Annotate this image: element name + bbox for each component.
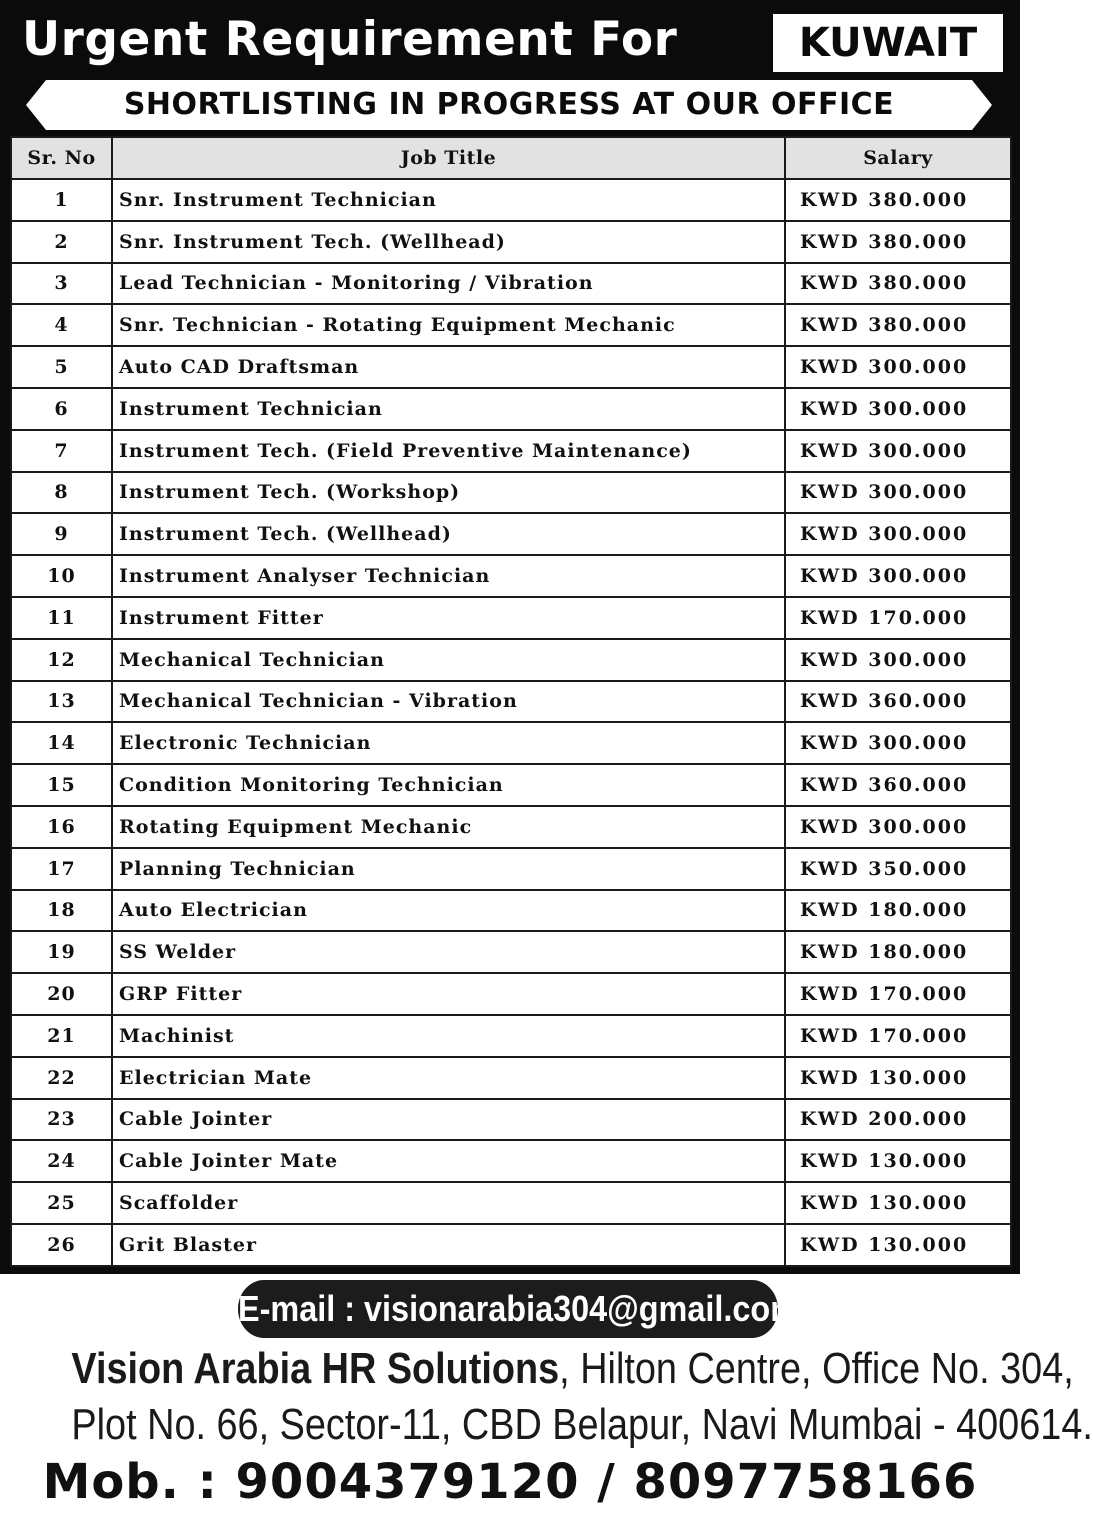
sr-no-cell: 13: [11, 681, 112, 723]
headline: Urgent Requirement For: [22, 12, 678, 67]
job-title-cell: Electronic Technician: [112, 722, 785, 764]
sr-no-cell: 9: [11, 513, 112, 555]
job-title-cell: Planning Technician: [112, 848, 785, 890]
job-title-cell: Auto Electrician: [112, 890, 785, 932]
table-row: [11, 1224, 1011, 1266]
banner-left-notch: [26, 80, 46, 130]
sr-no-cell: 16: [11, 806, 112, 848]
sr-no-cell: 4: [11, 304, 112, 346]
table-row: [11, 764, 1011, 806]
table-row: [11, 973, 1011, 1015]
job-title-cell: Electrician Mate: [112, 1057, 785, 1099]
job-table: [10, 136, 1012, 1267]
sr-no-cell: 5: [11, 346, 112, 388]
table-row: [11, 639, 1011, 681]
salary-cell: KWD 130.000: [785, 1140, 1011, 1182]
table-row: [11, 388, 1011, 430]
footer-divider: [0, 1268, 1020, 1274]
header: [0, 0, 1020, 134]
table-row: [11, 221, 1011, 263]
shortlisting-banner: SHORTLISTING IN PROGRESS AT OUR OFFICE: [46, 80, 972, 130]
table-row: [11, 304, 1011, 346]
table-row: [11, 555, 1011, 597]
salary-cell: KWD 170.000: [785, 597, 1011, 639]
salary-cell: KWD 300.000: [785, 555, 1011, 597]
sr-no-cell: 24: [11, 1140, 112, 1182]
job-title-cell: SS Welder: [112, 931, 785, 973]
banner-right-notch: [972, 80, 992, 130]
salary-cell: KWD 350.000: [785, 848, 1011, 890]
sr-no-cell: 21: [11, 1015, 112, 1057]
job-title-cell: Snr. Technician - Rotating Equipment Mechanic: [112, 304, 785, 346]
sr-no-cell: 26: [11, 1224, 112, 1266]
job-title-cell: Machinist: [112, 1015, 785, 1057]
salary-cell: KWD 380.000: [785, 304, 1011, 346]
sr-no-cell: 19: [11, 931, 112, 973]
table-row: [11, 1057, 1011, 1099]
salary-cell: KWD 300.000: [785, 388, 1011, 430]
table-row: [11, 931, 1011, 973]
table-row: [11, 179, 1011, 221]
table-row: [11, 1182, 1011, 1224]
salary-cell: KWD 130.000: [785, 1182, 1011, 1224]
table-row: [11, 1099, 1011, 1141]
sr-no-cell: 20: [11, 973, 112, 1015]
job-title-cell: Cable Jointer Mate: [112, 1140, 785, 1182]
salary-cell: KWD 380.000: [785, 221, 1011, 263]
salary-cell: KWD 380.000: [785, 179, 1011, 221]
salary-cell: KWD 300.000: [785, 639, 1011, 681]
table-row: [11, 806, 1011, 848]
job-title-cell: Auto CAD Draftsman: [112, 346, 785, 388]
job-title-cell: Instrument Analyser Technician: [112, 555, 785, 597]
sr-no-cell: 17: [11, 848, 112, 890]
job-title-cell: Rotating Equipment Mechanic: [112, 806, 785, 848]
sr-no-cell: 18: [11, 890, 112, 932]
sr-no-cell: 6: [11, 388, 112, 430]
salary-cell: KWD 360.000: [785, 764, 1011, 806]
table-row: [11, 1015, 1011, 1057]
column-header-salary: Salary: [785, 137, 1011, 179]
country-label: KUWAIT: [773, 14, 1003, 72]
job-title-cell: Instrument Tech. (Workshop): [112, 472, 785, 514]
job-title-cell: Instrument Tech. (Field Preventive Maintenance): [112, 430, 785, 472]
address-line-2: Plot No. 66, Sector-11, CBD Belapur, Navi Mumbai - 400614.: [71, 1400, 1093, 1449]
table-header-row: [11, 137, 1011, 179]
table-row: [11, 263, 1011, 305]
address-line-1: [71, 1344, 1074, 1394]
contact-footer: [0, 1268, 1093, 1524]
salary-cell: KWD 130.000: [785, 1057, 1011, 1099]
job-title-cell: Instrument Fitter: [112, 597, 785, 639]
table-row: [11, 681, 1011, 723]
sr-no-cell: 14: [11, 722, 112, 764]
company-name: Vision Arabia HR Solutions: [71, 1344, 560, 1393]
salary-cell: KWD 300.000: [785, 806, 1011, 848]
salary-cell: KWD 130.000: [785, 1224, 1011, 1266]
sr-no-cell: 25: [11, 1182, 112, 1224]
salary-cell: KWD 170.000: [785, 973, 1011, 1015]
sr-no-cell: 8: [11, 472, 112, 514]
table-row: [11, 472, 1011, 514]
salary-cell: KWD 300.000: [785, 472, 1011, 514]
job-title-cell: Snr. Instrument Technician: [112, 179, 785, 221]
sr-no-cell: 1: [11, 179, 112, 221]
salary-cell: KWD 300.000: [785, 722, 1011, 764]
table-row: [11, 513, 1011, 555]
column-header-sr-no: Sr. No: [11, 137, 112, 179]
salary-cell: KWD 380.000: [785, 263, 1011, 305]
address-line-1-rest: , Hilton Centre, Office No. 304,: [559, 1344, 1074, 1393]
salary-cell: KWD 360.000: [785, 681, 1011, 723]
table-row: [11, 890, 1011, 932]
table-row: [11, 430, 1011, 472]
sr-no-cell: 3: [11, 263, 112, 305]
salary-cell: KWD 300.000: [785, 346, 1011, 388]
column-header-job-title: Job Title: [112, 137, 785, 179]
job-title-cell: Scaffolder: [112, 1182, 785, 1224]
sr-no-cell: 23: [11, 1099, 112, 1141]
table-row: [11, 597, 1011, 639]
salary-cell: KWD 300.000: [785, 513, 1011, 555]
job-title-cell: Mechanical Technician: [112, 639, 785, 681]
job-title-cell: Snr. Instrument Tech. (Wellhead): [112, 221, 785, 263]
salary-cell: KWD 200.000: [785, 1099, 1011, 1141]
table-row: [11, 1140, 1011, 1182]
table-row: [11, 848, 1011, 890]
job-title-cell: Instrument Tech. (Wellhead): [112, 513, 785, 555]
sr-no-cell: 2: [11, 221, 112, 263]
table-row: [11, 346, 1011, 388]
job-title-cell: Condition Monitoring Technician: [112, 764, 785, 806]
job-table-container: [0, 134, 1020, 1268]
salary-cell: KWD 300.000: [785, 430, 1011, 472]
job-title-cell: Mechanical Technician - Vibration: [112, 681, 785, 723]
mobile-numbers: Mob. : 9004379120 / 8097758166: [42, 1454, 978, 1510]
sr-no-cell: 15: [11, 764, 112, 806]
sr-no-cell: 10: [11, 555, 112, 597]
sr-no-cell: 11: [11, 597, 112, 639]
salary-cell: KWD 180.000: [785, 931, 1011, 973]
job-title-cell: Grit Blaster: [112, 1224, 785, 1266]
job-title-cell: Instrument Technician: [112, 388, 785, 430]
salary-cell: KWD 170.000: [785, 1015, 1011, 1057]
sr-no-cell: 12: [11, 639, 112, 681]
sr-no-cell: 22: [11, 1057, 112, 1099]
job-title-cell: Lead Technician - Monitoring / Vibration: [112, 263, 785, 305]
sr-no-cell: 7: [11, 430, 112, 472]
job-title-cell: GRP Fitter: [112, 973, 785, 1015]
salary-cell: KWD 180.000: [785, 890, 1011, 932]
job-title-cell: Cable Jointer: [112, 1099, 785, 1141]
email-badge: E-mail : visionarabia304@gmail.com: [238, 1280, 778, 1338]
table-row: [11, 722, 1011, 764]
